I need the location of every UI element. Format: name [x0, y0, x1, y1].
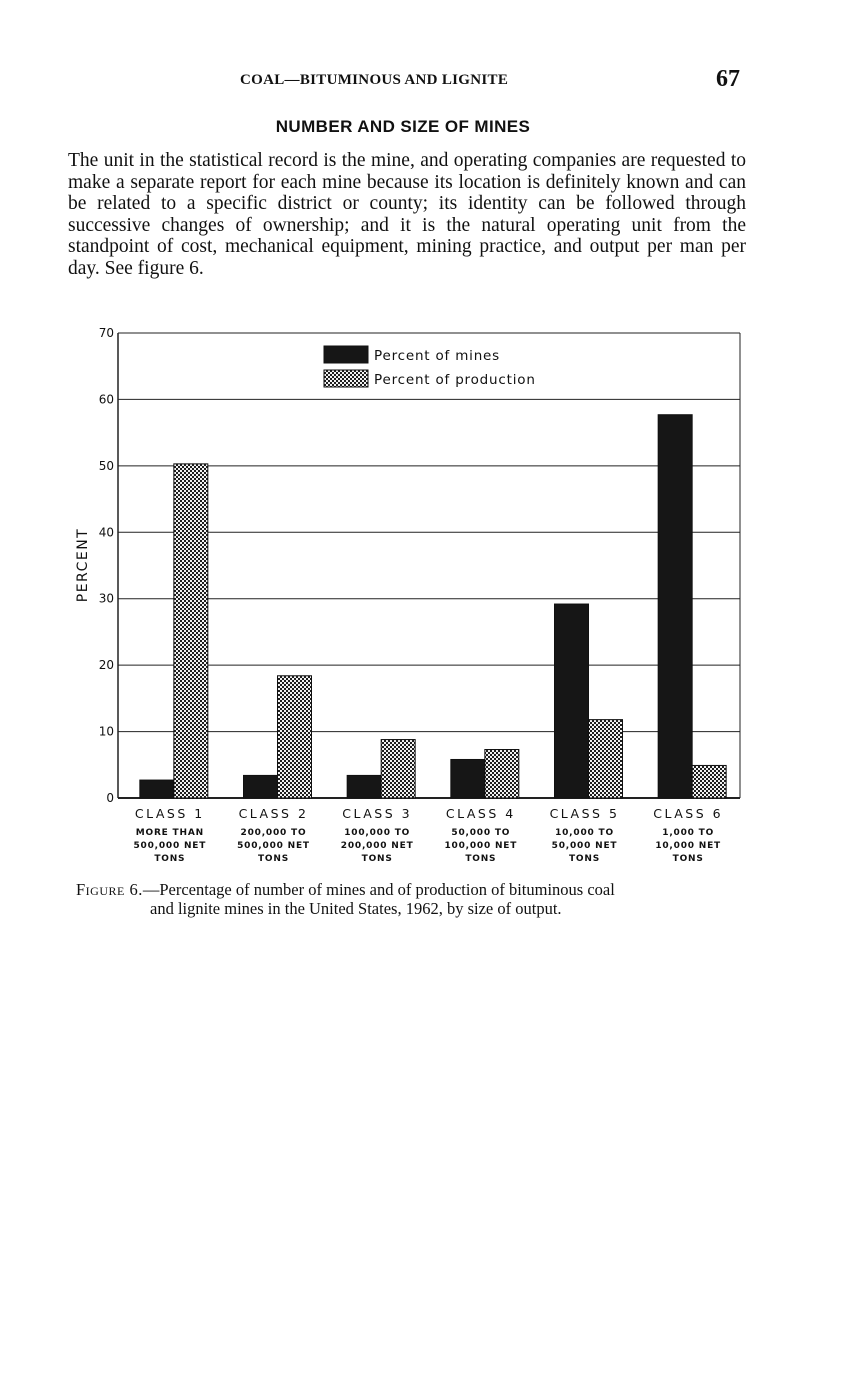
page-number: 67: [716, 66, 740, 92]
bar-percent-of-mines: [244, 775, 278, 798]
y-axis-title: PERCENT: [75, 527, 91, 603]
bar-percent-of-mines: [451, 759, 485, 798]
caption-label: Figure 6.: [76, 880, 143, 899]
x-tick-sublabel: 200,000 TO: [240, 828, 307, 838]
y-tick-label: 0: [106, 791, 114, 805]
legend-swatch: [324, 370, 368, 387]
caption-line-2: and lignite mines in the United States, 1962, by size of output.: [150, 899, 562, 918]
bar-percent-of-production: [278, 676, 312, 798]
bar-percent-of-production: [692, 765, 726, 798]
legend: [324, 346, 536, 388]
y-tick-label: 60: [98, 392, 114, 407]
y-tick-label: 50: [98, 458, 114, 473]
x-tick-label: CLASS 6: [653, 806, 724, 821]
figure-6: [60, 320, 760, 880]
bar-percent-of-mines: [140, 780, 174, 798]
bar-percent-of-production: [381, 740, 415, 798]
x-tick-sublabel: 50,000 TO: [451, 828, 511, 838]
legend-swatch: [324, 346, 368, 363]
x-tick-sublabel: TONS: [257, 854, 290, 864]
x-tick-sublabel: MORE THAN: [135, 828, 204, 838]
section-heading: NUMBER AND SIZE OF MINES: [275, 117, 531, 136]
bar-percent-of-mines: [658, 415, 692, 798]
x-tick-sublabel: 500,000 NET: [133, 841, 207, 851]
x-tick-sublabel: TONS: [361, 854, 393, 864]
y-tick-label: 40: [98, 525, 114, 540]
x-tick-sublabel: TONS: [568, 854, 601, 864]
x-tick-sublabel: TONS: [465, 854, 497, 864]
bar-percent-of-mines: [555, 604, 589, 798]
x-tick-sublabel: TONS: [672, 854, 704, 864]
x-tick-sublabel: 1,000 TO: [662, 828, 715, 838]
bar-percent-of-production: [589, 720, 623, 798]
x-tick-sublabel: 50,000 NET: [551, 841, 618, 851]
x-tick-label: CLASS 1: [134, 806, 205, 821]
x-tick-label: CLASS 4: [445, 806, 516, 821]
caption-line-1: —Percentage of number of mines and of production of bituminous coal: [142, 880, 615, 899]
legend-label: Percent of production: [374, 372, 536, 388]
x-tick-sublabel: 500,000 NET: [237, 841, 310, 851]
x-tick-sublabel: 10,000 NET: [655, 841, 722, 851]
x-tick-sublabel: 10,000 TO: [555, 828, 614, 838]
x-tick-sublabel: 100,000 TO: [344, 828, 411, 838]
x-tick-label: CLASS 2: [238, 806, 309, 821]
legend-label: Percent of mines: [374, 348, 500, 364]
bar-percent-of-mines: [347, 775, 381, 798]
x-tick-sublabel: 100,000 NET: [444, 841, 518, 851]
y-tick-label: 10: [98, 724, 114, 739]
bar-percent-of-production: [174, 464, 208, 798]
x-tick-label: CLASS 3: [342, 806, 413, 821]
x-tick-sublabel: TONS: [154, 854, 186, 864]
y-tick-label: 70: [98, 326, 114, 340]
running-title: COAL—BITUMINOUS AND LIGNITE: [240, 72, 509, 88]
grid-lines: [118, 333, 740, 798]
bars: [140, 415, 726, 798]
x-tick-sublabel: 200,000 NET: [340, 841, 414, 851]
bar-percent-of-production: [485, 750, 519, 798]
y-tick-label: 30: [98, 591, 114, 606]
x-tick-label: CLASS 5: [549, 806, 620, 821]
body-paragraph: The unit in the statistical record is the mine, and operating companies are requested to make a separate report for each mine because its location is definitely known and can be related to a specific district or county; its identity can be followed through successive changes of ownership; and it is the natural operating unit from the standpoint of cost, mechanical equipment, mining practice, and output per man per day. See figure 6.: [68, 150, 746, 279]
x-axis-labels: [133, 806, 723, 864]
figure-caption: [76, 880, 766, 918]
bar-chart: [60, 320, 760, 880]
running-head: [0, 66, 856, 96]
y-tick-label: 20: [98, 658, 114, 673]
